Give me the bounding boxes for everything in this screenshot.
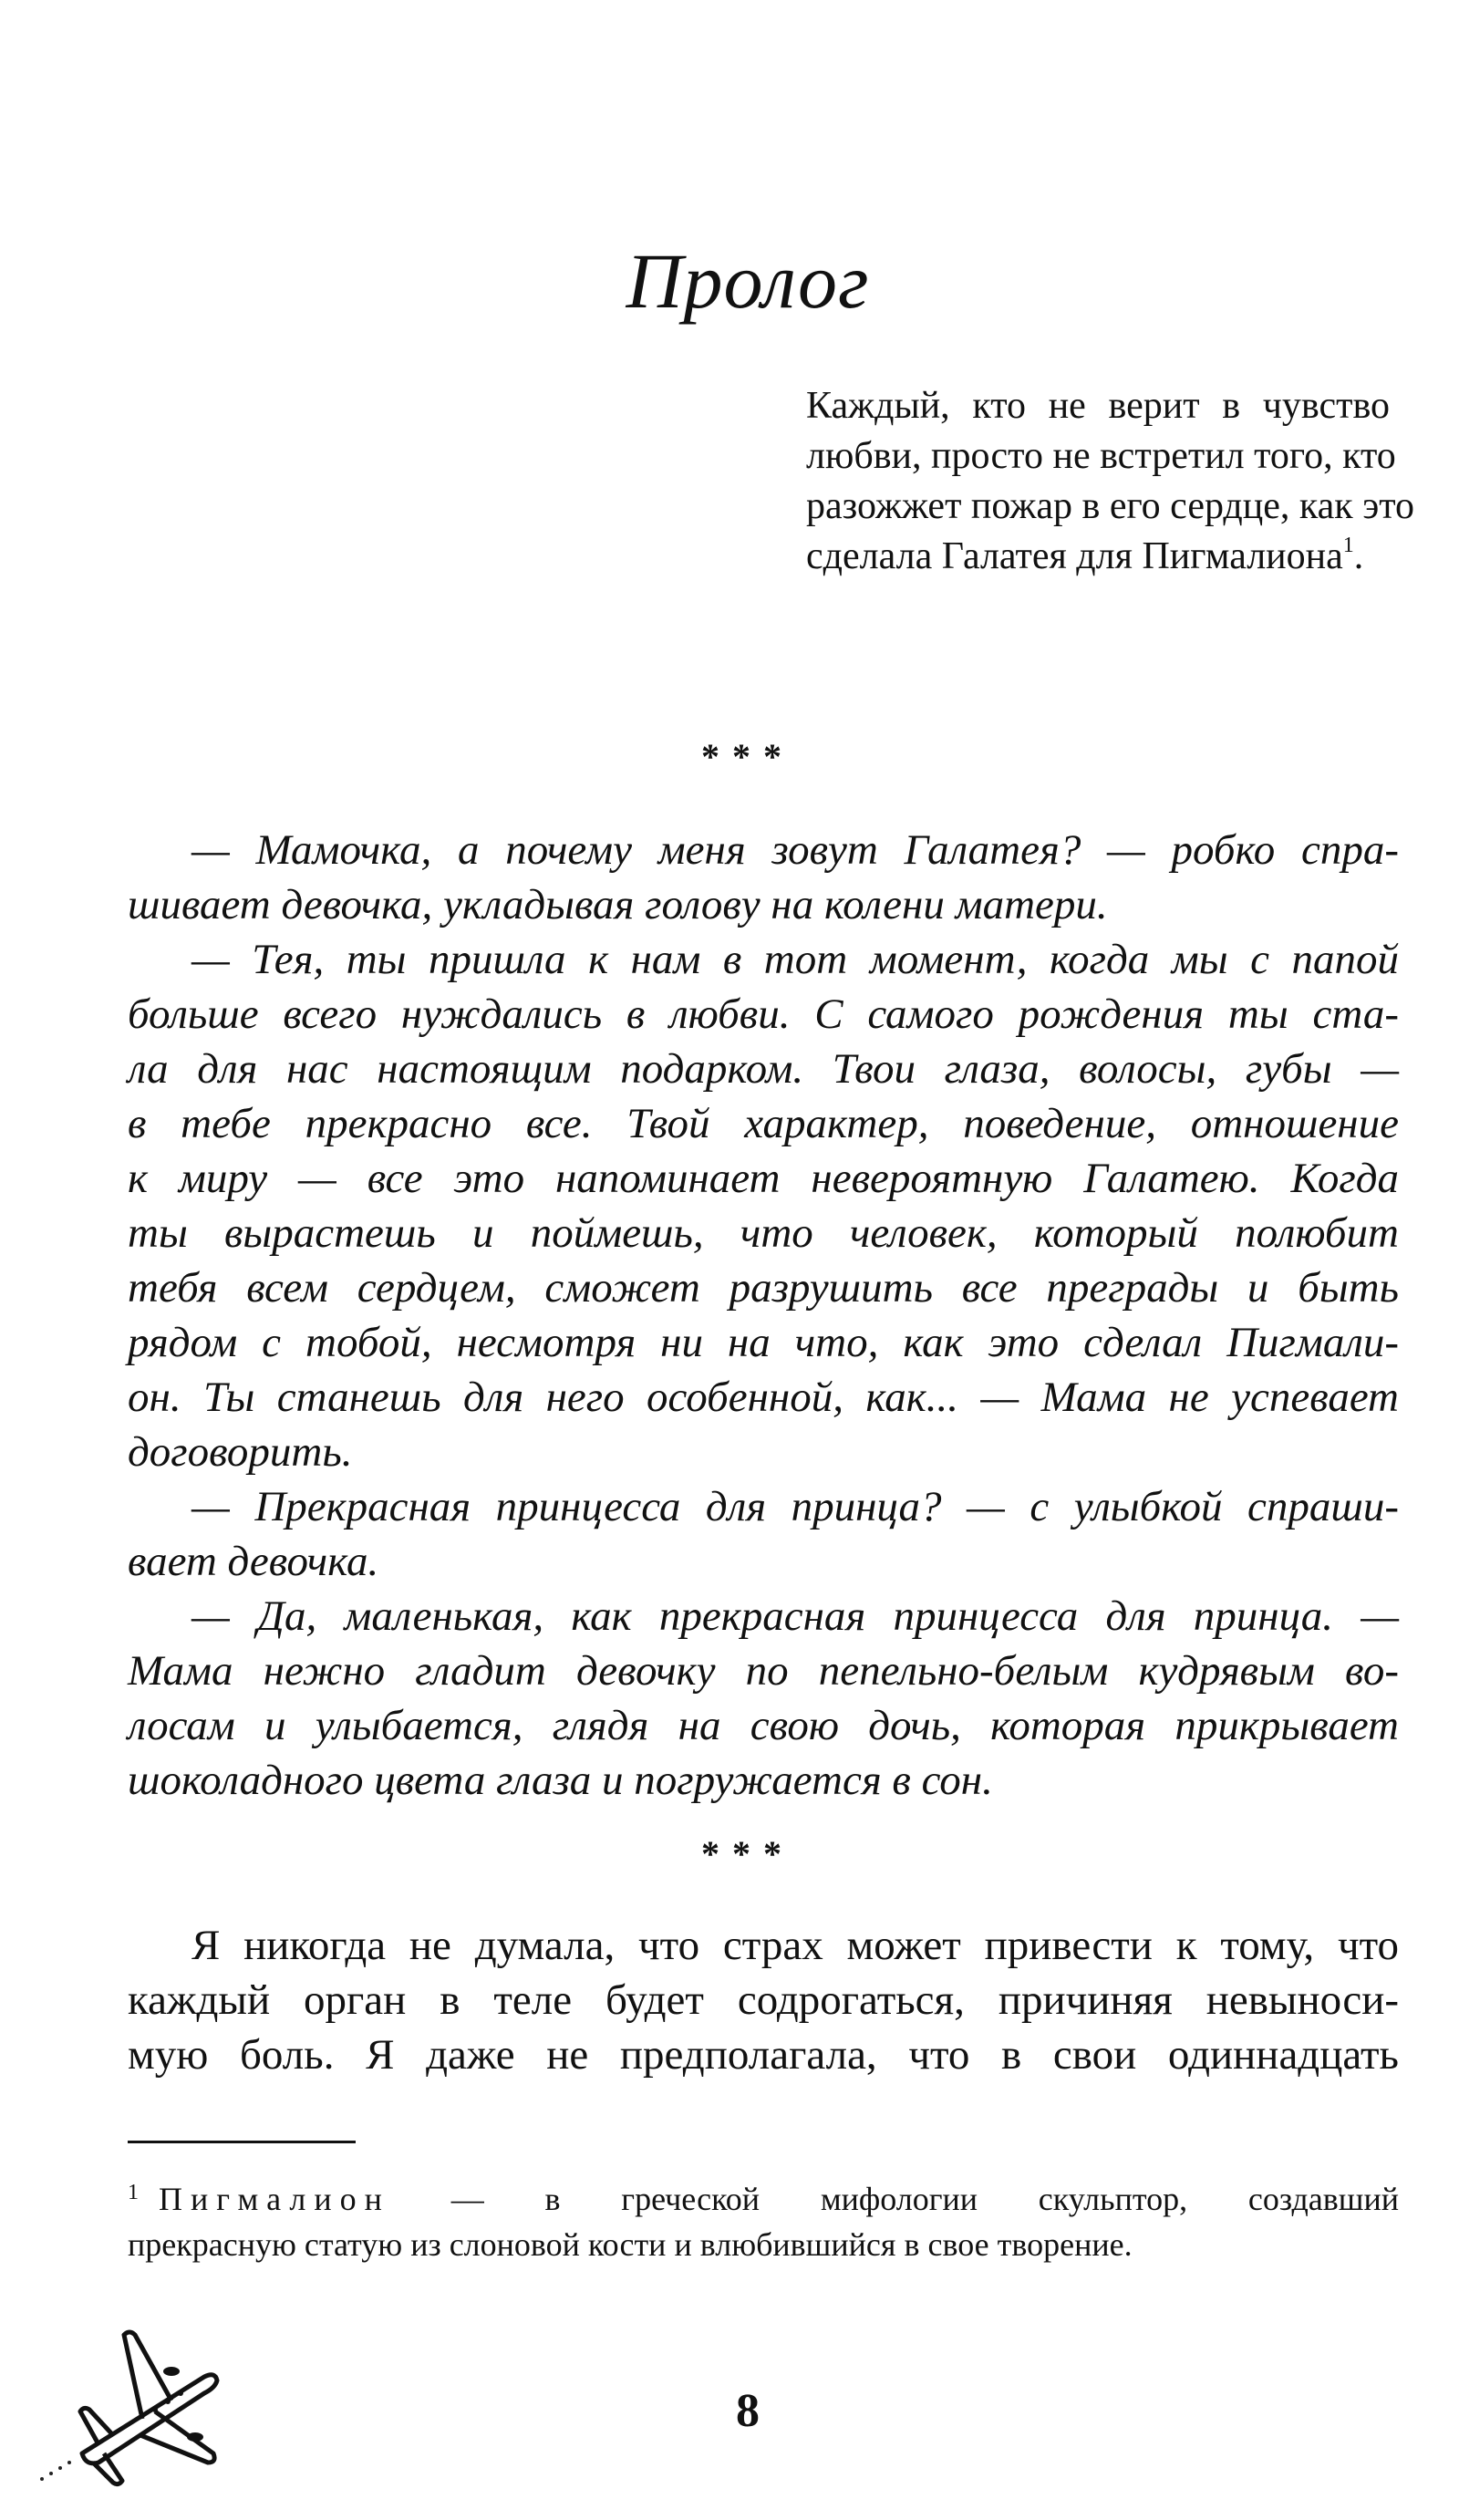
footnote-reference: 1 [1342, 534, 1354, 557]
narrative-section [128, 1918, 1399, 2082]
text-line: ты вырастешь и поймешь, что человек, который полюбит [128, 1209, 1399, 1257]
text-line: Я никогда не думала, что страх может привести к тому, что [191, 1922, 1399, 1969]
text-line: шоколадного цвета глаза и погружается в сон. [128, 1757, 993, 1804]
text-line: договорить. [128, 1428, 353, 1476]
text-line: — Мамочка, а почему меня зовут Галатея? — робко спра- [191, 826, 1399, 874]
epigraph [806, 381, 1415, 582]
epigraph-line: Каждый, кто не верит в чувство [806, 385, 1390, 427]
epigraph-line: любви, просто не встретил того, кто [806, 435, 1396, 477]
epigraph-last-line: сделала Галатея для Пигмалиона$^1$. [806, 534, 1364, 577]
footnote-mark: 1 [128, 2181, 139, 2204]
text-line: больше всего нуждались в любви. С самого рождения ты ста- [128, 990, 1399, 1038]
footnote-line: прекрасную статую из слоновой кости и влюбившийся в свое творение. [128, 2226, 1133, 2263]
text-line: — Прекрасная принцесса для принца? — с улыбкой спраши- [191, 1483, 1399, 1530]
text-line: — Тея, ты пришла к нам в тот момент, когда мы с папой [191, 936, 1399, 983]
page-number: 8 [736, 2385, 760, 2437]
chapter-title: Пролог [626, 237, 870, 325]
section-separator: *** [701, 736, 794, 777]
text-line: Мама нежно гладит девочку по пепельно-белым кудрявым во- [128, 1647, 1399, 1695]
footnote-term: Пигмалион [159, 2181, 390, 2217]
italic-dialogue-section [128, 823, 1399, 1808]
text-line: он. Ты станешь для него особенной, как... — Мама не успевает [128, 1374, 1399, 1421]
text-line: в тебе прекрасно все. Твой характер, поведение, отношение [128, 1100, 1399, 1147]
epigraph-line: сделала Галатея для Пигмалиона [806, 535, 1343, 577]
footnote-divider [128, 2141, 356, 2143]
text-line: к миру — все это напоминает невероятную Галатею. Когда [128, 1155, 1399, 1202]
text-line: лосам и улыбается, глядя на свою дочь, которая прикрывает [128, 1702, 1399, 1749]
text-line: вает девочка. [128, 1538, 379, 1585]
footnote-line [128, 2176, 1399, 2222]
text-line: — Да, маленькая, как прекрасная принцесса для принца. — [191, 1592, 1399, 1640]
epigraph-line: разожжет пожар в его сердце, как это [806, 485, 1415, 527]
text-line: мую боль. Я даже не предполагала, что в свои одиннадцать [128, 2031, 1399, 2079]
text-line: рядом с тобой, несмотря ни на что, как это сделал Пигмали- [128, 1319, 1399, 1366]
section-separator: *** [701, 1833, 794, 1874]
footnote-text: — в греческой мифологии скульптор, создавший [389, 2181, 1399, 2217]
text-line: шивает девочка, укладывая голову на колени матери. [128, 881, 1108, 928]
text-line: каждый орган в теле будет содрогаться, причиняя невыноси- [128, 1976, 1399, 2024]
text-line: ла для нас настоящим подарком. Твои глаза, волосы, губы — [128, 1045, 1399, 1093]
text-line: тебя всем сердцем, сможет разрушить все преграды и быть [128, 1264, 1399, 1312]
footnote [128, 2176, 1399, 2267]
